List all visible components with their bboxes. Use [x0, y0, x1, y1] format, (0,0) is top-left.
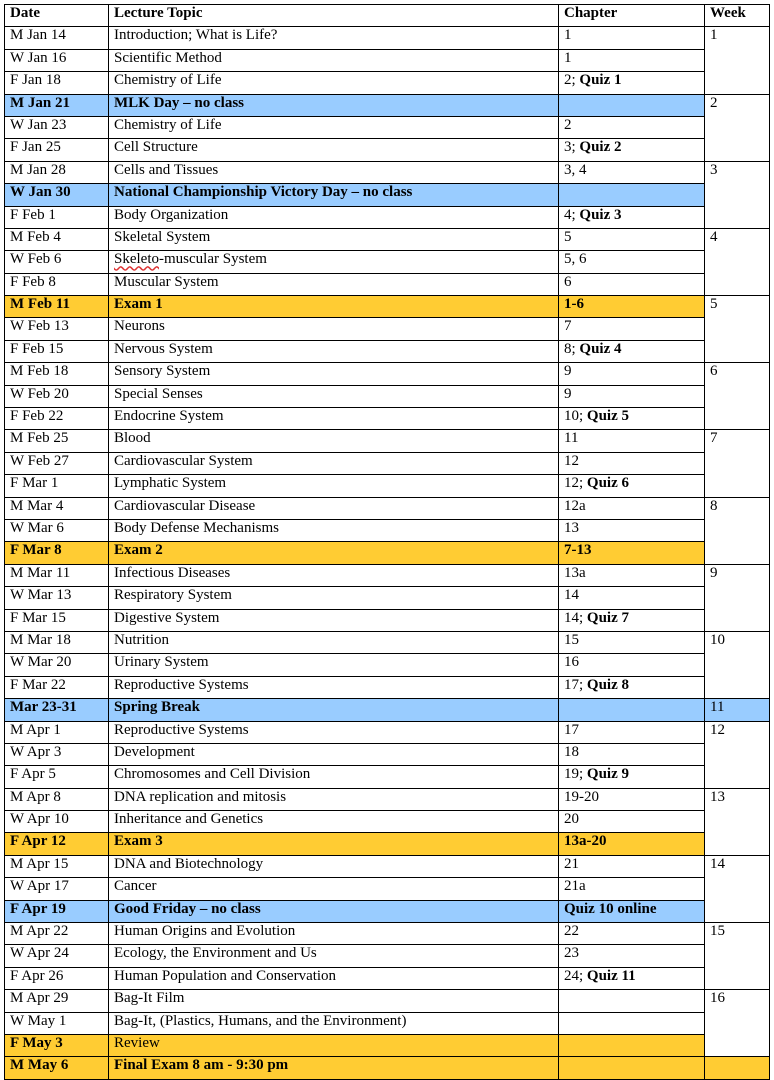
chapter-cell	[559, 363, 705, 385]
week-cell: 15	[705, 923, 770, 990]
date-cell: W Apr 10	[5, 811, 109, 833]
chapter-cell	[559, 811, 705, 833]
chapter-cell	[559, 766, 705, 788]
lecture-topic-cell: Spring Break	[109, 699, 559, 721]
chapter-cell	[559, 206, 705, 228]
date-cell: F Mar 8	[5, 542, 109, 564]
schedule-row	[5, 184, 770, 206]
date-cell: W Feb 27	[5, 452, 109, 474]
header-chapter: Chapter	[559, 5, 705, 27]
week-cell: 13	[705, 788, 770, 855]
chapter-text: 23	[564, 945, 579, 962]
chapter-cell	[559, 923, 705, 945]
schedule-row	[5, 296, 770, 318]
chapter-cell	[559, 676, 705, 698]
chapter-cell	[559, 408, 705, 430]
schedule-row	[5, 788, 770, 810]
schedule-row	[5, 363, 770, 385]
date-cell: W Jan 23	[5, 116, 109, 138]
date-cell: W Apr 3	[5, 743, 109, 765]
schedule-row	[5, 228, 770, 250]
chapter-text: 17;	[564, 676, 587, 693]
header-row	[5, 5, 770, 27]
chapter-text: 6	[564, 273, 572, 290]
chapter-cell	[559, 184, 705, 206]
schedule-row	[5, 609, 770, 631]
chapter-cell	[559, 273, 705, 295]
date-cell: W Mar 13	[5, 587, 109, 609]
chapter-text: 12a	[564, 497, 586, 514]
chapter-text: 20	[564, 811, 579, 828]
chapter-cell	[559, 631, 705, 653]
chapter-text: 1-6	[564, 296, 584, 313]
schedule-row	[5, 1057, 770, 1079]
chapter-cell	[559, 900, 705, 922]
schedule-row	[5, 564, 770, 586]
lecture-topic-cell: Final Exam 8 am - 9:30 pm	[109, 1057, 559, 1079]
chapter-cell	[559, 475, 705, 497]
chapter-cell	[559, 1034, 705, 1056]
schedule-row	[5, 923, 770, 945]
schedule-row	[5, 900, 770, 922]
date-cell: M Apr 8	[5, 788, 109, 810]
schedule-row	[5, 945, 770, 967]
schedule-row	[5, 340, 770, 362]
lecture-topic-cell: Chemistry of Life	[109, 72, 559, 94]
lecture-topic-cell: Lymphatic System	[109, 475, 559, 497]
date-cell: M Feb 18	[5, 363, 109, 385]
date-cell: F May 3	[5, 1034, 109, 1056]
date-cell: M Apr 29	[5, 990, 109, 1012]
schedule-document	[4, 4, 770, 1080]
chapter-cell	[559, 296, 705, 318]
date-cell: M Mar 4	[5, 497, 109, 519]
lecture-topic-cell: Introduction; What is Life?	[109, 27, 559, 49]
chapter-text: 14	[564, 587, 579, 604]
schedule-row	[5, 251, 770, 273]
chapter-text: 10;	[564, 408, 587, 425]
chapter-text: 12	[564, 452, 579, 469]
schedule-row	[5, 519, 770, 541]
quiz-label: Quiz 7	[586, 609, 630, 626]
chapter-cell	[559, 49, 705, 71]
chapter-cell	[559, 430, 705, 452]
chapter-cell	[559, 94, 705, 116]
schedule-row	[5, 72, 770, 94]
date-cell: F Feb 22	[5, 408, 109, 430]
date-cell: M May 6	[5, 1057, 109, 1079]
chapter-text: 2	[564, 116, 572, 133]
lecture-topic-cell: Chemistry of Life	[109, 116, 559, 138]
date-cell: M Mar 18	[5, 631, 109, 653]
spellcheck-underlined-text: Skeleto	[114, 251, 159, 268]
chapter-cell	[559, 161, 705, 183]
chapter-text: 13a-20	[564, 833, 607, 850]
lecture-topic-cell: Reproductive Systems	[109, 721, 559, 743]
chapter-text: 4;	[564, 206, 580, 223]
quiz-label: Quiz 2	[579, 139, 622, 156]
date-cell: F Apr 12	[5, 833, 109, 855]
chapter-cell	[559, 788, 705, 810]
header-date: Date	[5, 5, 109, 27]
date-cell: F Jan 18	[5, 72, 109, 94]
date-cell: F Mar 22	[5, 676, 109, 698]
schedule-row	[5, 385, 770, 407]
lecture-topic-cell: Special Senses	[109, 385, 559, 407]
chapter-cell	[559, 72, 705, 94]
schedule-row	[5, 587, 770, 609]
lecture-topic-cell: Exam 3	[109, 833, 559, 855]
lecture-topic-cell: Skeletal System	[109, 228, 559, 250]
quiz-label: Quiz 8	[586, 676, 630, 693]
chapter-text: 7	[564, 318, 572, 335]
schedule-row	[5, 116, 770, 138]
schedule-row	[5, 676, 770, 698]
chapter-text: 14;	[564, 609, 587, 626]
chapter-cell	[559, 228, 705, 250]
date-cell: F Feb 15	[5, 340, 109, 362]
schedule-row	[5, 967, 770, 989]
chapter-cell	[559, 743, 705, 765]
chapter-cell	[559, 967, 705, 989]
lecture-topic-cell: Digestive System	[109, 609, 559, 631]
quiz-label: Quiz 1	[579, 72, 622, 89]
chapter-cell	[559, 945, 705, 967]
chapter-text: Quiz 10 online	[564, 900, 657, 917]
header-week: Week	[705, 5, 770, 27]
lecture-topic-cell: DNA and Biotechnology	[109, 855, 559, 877]
topic-text: -muscular System	[159, 251, 267, 268]
schedule-row	[5, 721, 770, 743]
date-cell: W Feb 6	[5, 251, 109, 273]
date-cell: W Apr 24	[5, 945, 109, 967]
lecture-topic-cell: Exam 1	[109, 296, 559, 318]
lecture-topic-cell: Bag-It Film	[109, 990, 559, 1012]
chapter-text: 18	[564, 743, 579, 760]
lecture-topic-cell: Reproductive Systems	[109, 676, 559, 698]
date-cell: F Mar 15	[5, 609, 109, 631]
date-cell: W Mar 20	[5, 654, 109, 676]
lecture-topic-cell: Muscular System	[109, 273, 559, 295]
schedule-row	[5, 497, 770, 519]
chapter-text: 21	[564, 855, 579, 872]
week-cell: 2	[705, 94, 770, 161]
quiz-label: Quiz 9	[586, 766, 630, 783]
week-cell: 10	[705, 631, 770, 698]
chapter-text: 1	[564, 49, 572, 66]
chapter-cell	[559, 699, 705, 721]
lecture-topic-cell: Nutrition	[109, 631, 559, 653]
lecture-topic-cell: Inheritance and Genetics	[109, 811, 559, 833]
schedule-row	[5, 318, 770, 340]
schedule-row	[5, 766, 770, 788]
chapter-cell	[559, 609, 705, 631]
lecture-topic-cell: Body Organization	[109, 206, 559, 228]
lecture-topic-cell: Cardiovascular System	[109, 452, 559, 474]
schedule-row	[5, 631, 770, 653]
schedule-row	[5, 1034, 770, 1056]
schedule-row	[5, 1012, 770, 1034]
schedule-row	[5, 408, 770, 430]
lecture-topic-cell: Scientific Method	[109, 49, 559, 71]
week-cell	[705, 1057, 770, 1079]
schedule-row	[5, 161, 770, 183]
lecture-topic-cell: Ecology, the Environment and Us	[109, 945, 559, 967]
chapter-cell	[559, 116, 705, 138]
week-cell: 3	[705, 161, 770, 228]
date-cell: F Feb 1	[5, 206, 109, 228]
date-cell: M Apr 1	[5, 721, 109, 743]
lecture-topic-cell: Cancer	[109, 878, 559, 900]
date-cell: F Mar 1	[5, 475, 109, 497]
week-cell: 16	[705, 990, 770, 1057]
chapter-cell	[559, 990, 705, 1012]
chapter-text: 21a	[564, 878, 586, 895]
chapter-text: 22	[564, 923, 579, 940]
chapter-cell	[559, 385, 705, 407]
date-cell: M Feb 11	[5, 296, 109, 318]
chapter-text: 3;	[564, 139, 580, 156]
lecture-topic-cell: DNA replication and mitosis	[109, 788, 559, 810]
chapter-cell	[559, 497, 705, 519]
chapter-text: 19;	[564, 766, 587, 783]
date-cell: M Mar 11	[5, 564, 109, 586]
chapter-cell	[559, 519, 705, 541]
chapter-text: 1	[564, 27, 572, 44]
chapter-text: 16	[564, 654, 579, 671]
chapter-text: 12;	[564, 475, 587, 492]
chapter-text: 3, 4	[564, 161, 587, 178]
chapter-text: 11	[564, 430, 579, 447]
chapter-text: 2;	[564, 72, 580, 89]
lecture-topic-cell: Review	[109, 1034, 559, 1056]
chapter-text: 7-13	[564, 542, 592, 559]
lecture-topic-cell	[109, 251, 559, 273]
schedule-row	[5, 27, 770, 49]
lecture-topic-cell: Bag-It, (Plastics, Humans, and the Environment)	[109, 1012, 559, 1034]
schedule-row	[5, 273, 770, 295]
lecture-topic-cell: Development	[109, 743, 559, 765]
chapter-text: 15	[564, 631, 579, 648]
schedule-row	[5, 475, 770, 497]
date-cell: M Apr 22	[5, 923, 109, 945]
week-cell: 12	[705, 721, 770, 788]
date-cell: M Apr 15	[5, 855, 109, 877]
chapter-cell	[559, 833, 705, 855]
schedule-row	[5, 878, 770, 900]
lecture-topic-cell: Body Defense Mechanisms	[109, 519, 559, 541]
lecture-topic-cell: Nervous System	[109, 340, 559, 362]
chapter-cell	[559, 564, 705, 586]
lecture-topic-cell: Respiratory System	[109, 587, 559, 609]
lecture-topic-cell: Cells and Tissues	[109, 161, 559, 183]
quiz-label: Quiz 5	[586, 408, 630, 425]
chapter-text: 24;	[564, 967, 587, 984]
date-cell: W Feb 13	[5, 318, 109, 340]
lecture-topic-cell: MLK Day – no class	[109, 94, 559, 116]
date-cell: M Jan 21	[5, 94, 109, 116]
lecture-topic-cell: Urinary System	[109, 654, 559, 676]
chapter-cell	[559, 878, 705, 900]
week-cell: 1	[705, 27, 770, 94]
date-cell: W Mar 6	[5, 519, 109, 541]
date-cell: M Feb 25	[5, 430, 109, 452]
week-cell: 14	[705, 855, 770, 922]
chapter-text: 19-20	[564, 788, 599, 805]
date-cell: W Feb 20	[5, 385, 109, 407]
schedule-row	[5, 743, 770, 765]
schedule-row	[5, 654, 770, 676]
schedule-row	[5, 452, 770, 474]
schedule-row	[5, 833, 770, 855]
date-cell: F Apr 26	[5, 967, 109, 989]
chapter-cell	[559, 654, 705, 676]
chapter-text: 5, 6	[564, 251, 587, 268]
quiz-label: Quiz 6	[586, 475, 630, 492]
chapter-cell	[559, 587, 705, 609]
schedule-row	[5, 855, 770, 877]
quiz-label: Quiz 11	[586, 967, 636, 984]
chapter-text: 8;	[564, 340, 580, 357]
chapter-cell	[559, 340, 705, 362]
chapter-text: 13	[564, 519, 579, 536]
week-cell: 8	[705, 497, 770, 564]
date-cell: F Jan 25	[5, 139, 109, 161]
lecture-topic-cell: Sensory System	[109, 363, 559, 385]
schedule-row	[5, 139, 770, 161]
schedule-row	[5, 811, 770, 833]
chapter-text: 9	[564, 385, 572, 402]
lecture-topic-cell: Chromosomes and Cell Division	[109, 766, 559, 788]
lecture-topic-cell: Neurons	[109, 318, 559, 340]
week-cell: 4	[705, 228, 770, 295]
chapter-cell	[559, 1012, 705, 1034]
chapter-cell	[559, 542, 705, 564]
week-cell: 9	[705, 564, 770, 631]
chapter-cell	[559, 721, 705, 743]
lecture-topic-cell: Cell Structure	[109, 139, 559, 161]
quiz-label: Quiz 3	[579, 206, 622, 223]
week-cell: 6	[705, 363, 770, 430]
schedule-row	[5, 94, 770, 116]
header-lecture-topic: Lecture Topic	[109, 5, 559, 27]
lecture-topic-cell: Exam 2	[109, 542, 559, 564]
date-cell: M Jan 28	[5, 161, 109, 183]
lecture-schedule-table	[4, 4, 770, 1080]
schedule-row	[5, 699, 770, 721]
date-cell: W Jan 30	[5, 184, 109, 206]
lecture-topic-cell: Human Population and Conservation	[109, 967, 559, 989]
lecture-topic-cell: Good Friday – no class	[109, 900, 559, 922]
chapter-cell	[559, 27, 705, 49]
date-cell: W May 1	[5, 1012, 109, 1034]
date-cell: F Feb 8	[5, 273, 109, 295]
schedule-row	[5, 49, 770, 71]
date-cell: W Jan 16	[5, 49, 109, 71]
date-cell: Mar 23-31	[5, 699, 109, 721]
date-cell: W Apr 17	[5, 878, 109, 900]
date-cell: M Jan 14	[5, 27, 109, 49]
lecture-topic-cell: Cardiovascular Disease	[109, 497, 559, 519]
chapter-cell	[559, 452, 705, 474]
chapter-text: 13a	[564, 564, 586, 581]
chapter-cell	[559, 251, 705, 273]
chapter-text: 17	[564, 721, 579, 738]
week-cell: 7	[705, 430, 770, 497]
chapter-cell	[559, 139, 705, 161]
schedule-row	[5, 430, 770, 452]
date-cell: F Apr 19	[5, 900, 109, 922]
lecture-topic-cell: Infectious Diseases	[109, 564, 559, 586]
chapter-cell	[559, 1057, 705, 1079]
quiz-label: Quiz 4	[579, 340, 622, 357]
lecture-topic-cell: Human Origins and Evolution	[109, 923, 559, 945]
lecture-topic-cell: Blood	[109, 430, 559, 452]
schedule-row	[5, 206, 770, 228]
date-cell: F Apr 5	[5, 766, 109, 788]
schedule-row	[5, 990, 770, 1012]
chapter-cell	[559, 855, 705, 877]
lecture-topic-cell: National Championship Victory Day – no class	[109, 184, 559, 206]
week-cell: 5	[705, 296, 770, 363]
date-cell: M Feb 4	[5, 228, 109, 250]
lecture-topic-cell: Endocrine System	[109, 408, 559, 430]
chapter-text: 9	[564, 363, 572, 380]
week-cell: 11	[705, 699, 770, 721]
chapter-cell	[559, 318, 705, 340]
chapter-text: 5	[564, 228, 572, 245]
schedule-row	[5, 542, 770, 564]
